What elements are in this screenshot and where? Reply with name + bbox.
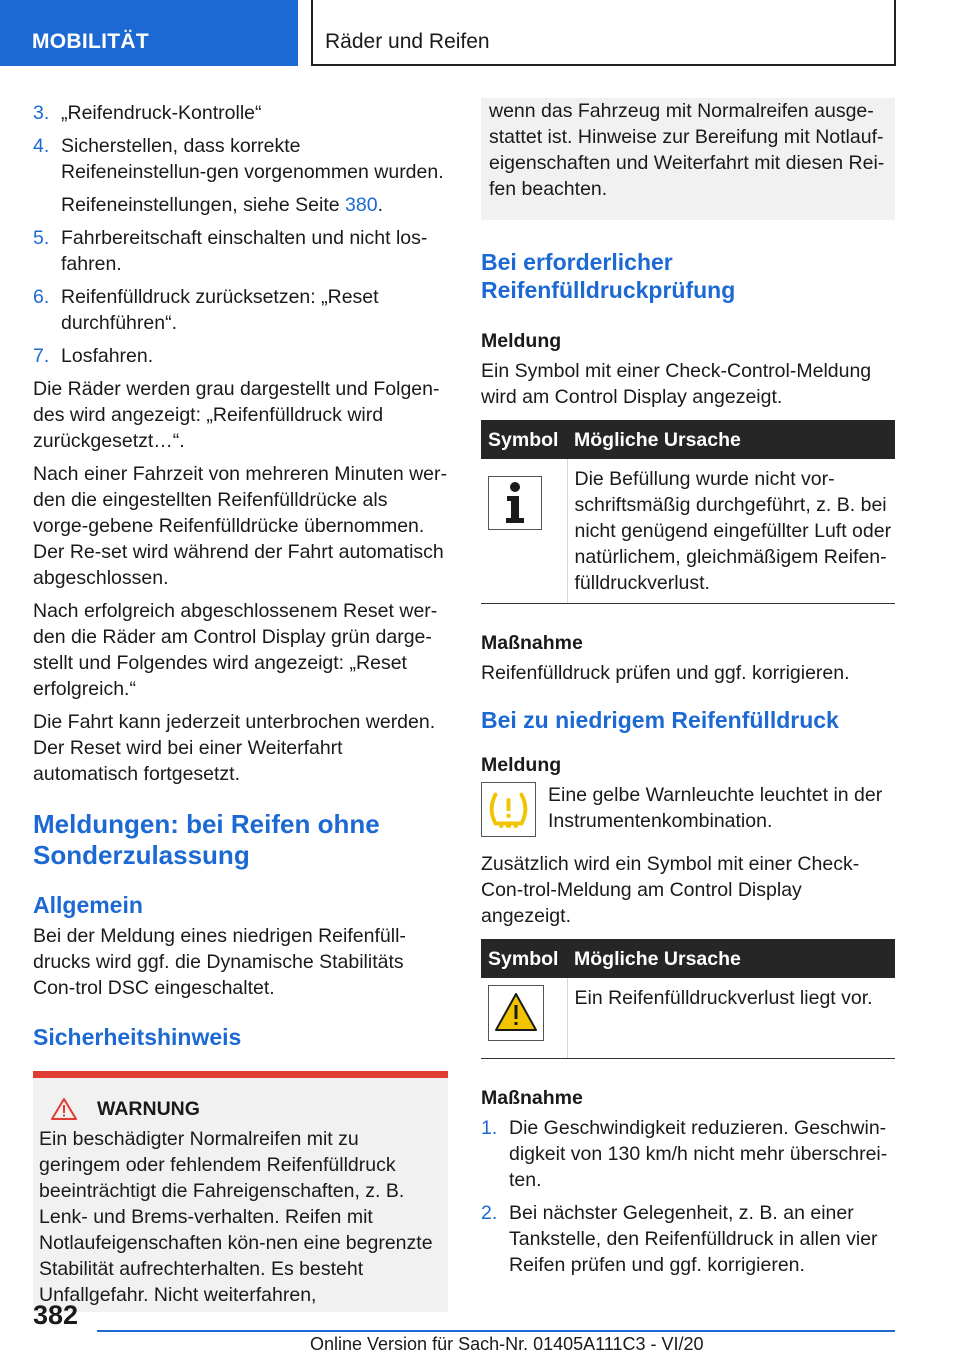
reference-suffix: . xyxy=(377,194,383,216)
footer-divider xyxy=(97,1330,895,1332)
warning-title: WARNUNG xyxy=(97,1098,200,1120)
paragraph: Die Räder werden grau dargestellt und Folgen-des wird angezeigt: „Reifenfülldruck wird zurückgesetzt…“. xyxy=(33,378,440,452)
symbol-cell xyxy=(481,459,567,604)
list-number: 3. xyxy=(33,102,50,124)
list-item xyxy=(33,133,448,185)
warning-lamp-row xyxy=(481,782,895,837)
paragraph: Nach erfolgreich abgeschlossenem Reset wer-den die Räder am Control Display grün darge-stellt und Folgendes wird angezeigt: „Reset erfolgreich.“ xyxy=(33,600,438,700)
label-meldung: Meldung xyxy=(481,330,562,352)
subsection-heading-allgemein: Allgemein xyxy=(33,892,143,918)
subsection-heading-niedrig: Bei zu niedrigem Reifenfülldruck xyxy=(481,707,839,733)
label-meldung: Meldung xyxy=(481,754,562,776)
list-item xyxy=(33,284,448,336)
warning-triangle-icon xyxy=(51,1097,77,1121)
column-header-cause: Mögliche Ursache xyxy=(567,420,895,459)
list-number: 1. xyxy=(481,1117,498,1139)
warning-box-continued: wenn das Fahrzeug mit Normalreifen ausge-stattet ist. Hinweise zur Bereifung mit Notlauf-eigenschaften und Weiterfahrt mit diesen Rei-fen beachten. xyxy=(481,98,895,220)
table-header-row xyxy=(481,939,895,978)
subsection-heading-erforderlich: Bei erforderlicher Reifenfülldruckprüfung xyxy=(481,249,736,303)
cause-cell: Die Befüllung wurde nicht vor-schriftsmäßig durchgeführt, z. B. bei nicht genügend eingefüllter Luft oder natürlichem, gleichmäßigem Reifen-fülldruckverlust. xyxy=(567,459,895,604)
paragraph: Zusätzlich wird ein Symbol mit einer Check-Con-trol-Meldung am Control Display angezeigt. xyxy=(481,853,860,927)
column-header-cause: Mögliche Ursache xyxy=(567,939,895,978)
page-number: 382 xyxy=(33,1300,79,1330)
list-text: Sicherstellen, dass korrekte Reifeneinstellun-gen vorgenommen wurden. xyxy=(61,135,444,183)
list-item xyxy=(33,225,448,277)
table-row xyxy=(481,978,895,1059)
warning-header xyxy=(39,1096,442,1122)
list-text: Fahrbereitschaft einschalten und nicht los-fahren. xyxy=(61,227,428,275)
paragraph: Reifenfülldruck prüfen und ggf. korrigieren. xyxy=(481,662,850,684)
yellow-warning-triangle-icon xyxy=(488,985,544,1041)
list-number: 6. xyxy=(33,286,50,308)
header-section: MOBILITÄT xyxy=(0,0,298,66)
list-number: 7. xyxy=(33,345,50,367)
right-column xyxy=(481,100,895,1285)
list-text: Bei nächster Gelegenheit, z. B. an einer Tankstelle, den Reifenfülldruck in allen vier Reifen prüfen und ggf. korrigieren. xyxy=(509,1202,878,1276)
subsection-heading-sicherheit: Sicherheitshinweis xyxy=(33,1024,242,1050)
footer-version: Online Version für Sach-Nr. 01405A111C3 - VI/20 xyxy=(310,1334,704,1354)
info-icon xyxy=(488,476,542,530)
column-header-symbol: Symbol xyxy=(481,420,567,459)
header-chapter: Räder und Reifen xyxy=(311,0,896,66)
list-number: 5. xyxy=(33,227,50,249)
page-reference xyxy=(33,192,448,218)
paragraph: Bei der Meldung eines niedrigen Reifenfüll-drucks wird ggf. die Dynamische Stabilitäts Con-trol DSC eingeschaltet. xyxy=(33,925,406,999)
list-item xyxy=(33,343,448,369)
warning-box xyxy=(33,1071,448,1312)
lamp-text: Eine gelbe Warnleuchte leuchtet in der Instrumentenkombination. xyxy=(548,784,883,832)
list-text: Losfahren. xyxy=(61,345,154,367)
warning-text: Ein beschädigter Normalreifen mit zu geringem oder fehlendem Reifenfülldruck beeinträchtigt die Fahreigenschaften, z. B. Lenk- und Brems-verhalten. Reifen mit Notlaufeigenschaften kön-nen eine begrenzte Stabilität aufrechterhalten. Es besteht Unfallgefahr. Nicht weiterfahren, xyxy=(39,1128,433,1306)
label-massnahme: Maßnahme xyxy=(481,632,583,654)
symbol-table xyxy=(481,420,895,604)
cause-cell: Ein Reifenfülldruckverlust liegt vor. xyxy=(567,978,895,1059)
section-heading: Meldungen: bei Reifen ohne Sonderzulassung xyxy=(33,809,380,870)
paragraph: Ein Symbol mit einer Check-Control-Meldung wird am Control Display angezeigt. xyxy=(481,360,872,408)
tire-pressure-warning-icon xyxy=(481,782,536,837)
list-number: 4. xyxy=(33,135,50,157)
paragraph: Nach einer Fahrzeit von mehreren Minuten wer-den die eingestellten Reifenfülldrücke als vorge-gebene Reifenfülldrücke übernommen. Der Re-set wird während der Fahrt automatisch abgeschlossen. xyxy=(33,463,448,589)
label-massnahme: Maßnahme xyxy=(481,1087,583,1109)
list-item xyxy=(481,1115,895,1193)
paragraph: Die Fahrt kann jederzeit unterbrochen werden. Der Reset wird bei einer Weiterfahrt automatisch fortgesetzt. xyxy=(33,711,436,785)
list-text: „Reifendruck-Kontrolle“ xyxy=(61,102,262,124)
list-text: Die Geschwindigkeit reduzieren. Geschwin-digkeit von 130 km/h nicht mehr überschrei-ten. xyxy=(509,1117,888,1191)
symbol-cell xyxy=(481,978,567,1059)
left-column xyxy=(33,100,448,1312)
symbol-table xyxy=(481,939,895,1059)
reference-text: Reifeneinstellungen, siehe Seite xyxy=(61,194,346,216)
list-text: Reifenfülldruck zurücksetzen: „Reset durchführen“. xyxy=(61,286,379,334)
table-row xyxy=(481,459,895,604)
list-item xyxy=(33,100,448,126)
column-header-symbol: Symbol xyxy=(481,939,567,978)
list-number: 2. xyxy=(481,1202,498,1224)
list-item xyxy=(481,1200,895,1278)
table-header-row xyxy=(481,420,895,459)
page-link[interactable]: 380 xyxy=(345,194,378,216)
